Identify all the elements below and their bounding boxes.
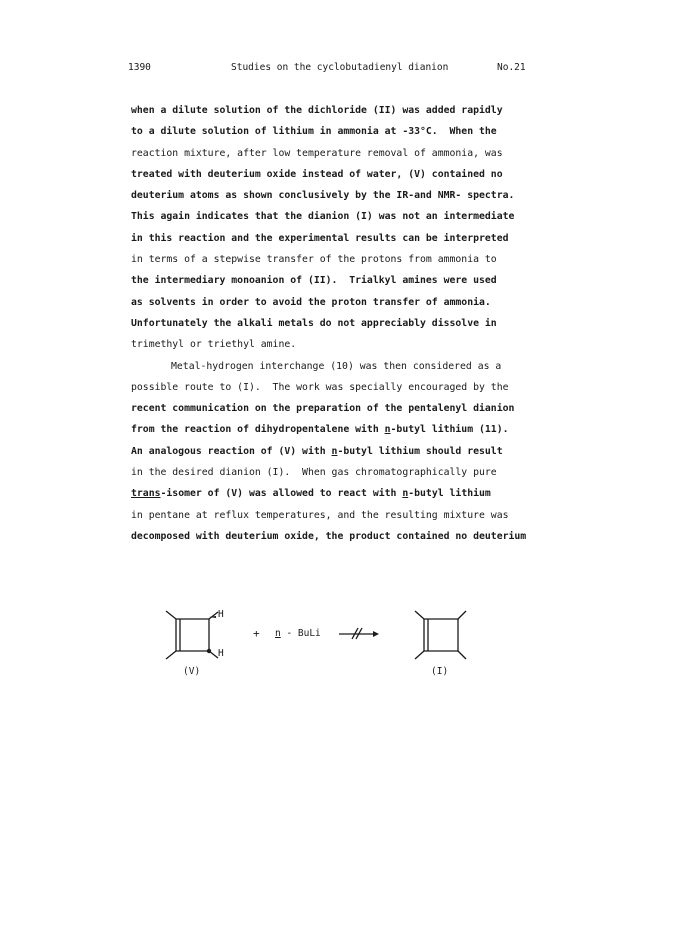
- text-line: Unfortunately the alkali metals do not appreciably dissolve in: [131, 317, 497, 329]
- text-line: Metal-hydrogen interchange (10) was then considered as a: [171, 360, 502, 372]
- reagent-name: - BuLi: [280, 628, 321, 639]
- text-line: in terms of a stepwise transfer of the protons from ammonia to: [131, 254, 497, 266]
- compound-label-v: (V): [183, 666, 201, 677]
- arrow-head: [373, 631, 379, 637]
- text-line: treated with deuterium oxide instead of water, (V) contained no: [131, 168, 503, 180]
- text-line: in the desired dianion (I). When gas chromatographically pure: [131, 467, 497, 479]
- body-text: [131, 100, 571, 547]
- text-run: -butyl lithium should result: [337, 445, 503, 457]
- text-line: as solvents in order to avoid the proton transfer of ammonia.: [131, 296, 491, 308]
- text-run: -isomer of (V) was allowed to react with: [160, 488, 403, 500]
- text-line: the intermediary monoanion of (II). Trialkyl amines were used: [131, 275, 497, 287]
- reagent-label: [275, 628, 321, 639]
- italic-trans: trans: [131, 488, 161, 500]
- cyclobutadienyl-structure-i: [415, 611, 466, 659]
- text-line: in pentane at reflux temperatures, and the resulting mixture was: [131, 509, 509, 521]
- text-line: in this reaction and the experimental results can be interpreted: [131, 232, 509, 244]
- hydrogen-label-bottom: H: [218, 648, 224, 659]
- text-line: reaction mixture, after low temperature removal of ammonia, was: [131, 147, 503, 159]
- text-line: deuterium atoms as shown conclusively by the IR-and NMR- spectra.: [131, 190, 515, 202]
- italic-n: n: [331, 445, 338, 457]
- blocked-reaction-arrow: [339, 628, 373, 639]
- italic-n: n: [275, 628, 281, 639]
- text-line: [131, 419, 571, 440]
- text-line: trimethyl or triethyl amine.: [131, 339, 297, 351]
- text-line: [131, 441, 571, 462]
- italic-n: n: [402, 488, 409, 500]
- issue-number: No.21: [497, 62, 526, 73]
- plus-sign: +: [253, 627, 260, 640]
- text-run: -butyl lithium: [408, 488, 491, 500]
- text-line: to a dilute solution of lithium in ammonia at -33°C. When the: [131, 126, 497, 138]
- text-run: from the reaction of dihydropentalene with: [131, 424, 385, 436]
- text-run: -butyl lithium (11).: [390, 424, 509, 436]
- text-line: decomposed with deuterium oxide, the product contained no deuterium: [131, 530, 527, 542]
- running-title: Studies on the cyclobutadienyl dianion: [231, 62, 449, 73]
- wedge-bond-bottom: [207, 649, 211, 653]
- reaction-scheme: [140, 603, 500, 683]
- text-line: [131, 483, 571, 504]
- text-line: possible route to (I). The work was specially encouraged by the: [131, 381, 509, 393]
- text-line: This again indicates that the dianion (I) was not an intermediate: [131, 211, 515, 223]
- page-header: [0, 62, 680, 76]
- text-run: An analogous reaction of (V) with: [131, 445, 332, 457]
- compound-label-i: (I): [431, 666, 449, 677]
- text-line: when a dilute solution of the dichloride (II) was added rapidly: [131, 105, 503, 116]
- text-line: recent communication on the preparation of the pentalenyl dianion: [131, 403, 515, 415]
- italic-n: n: [384, 424, 391, 436]
- page-number: 1390: [128, 62, 151, 73]
- hydrogen-label-top: H: [218, 609, 224, 620]
